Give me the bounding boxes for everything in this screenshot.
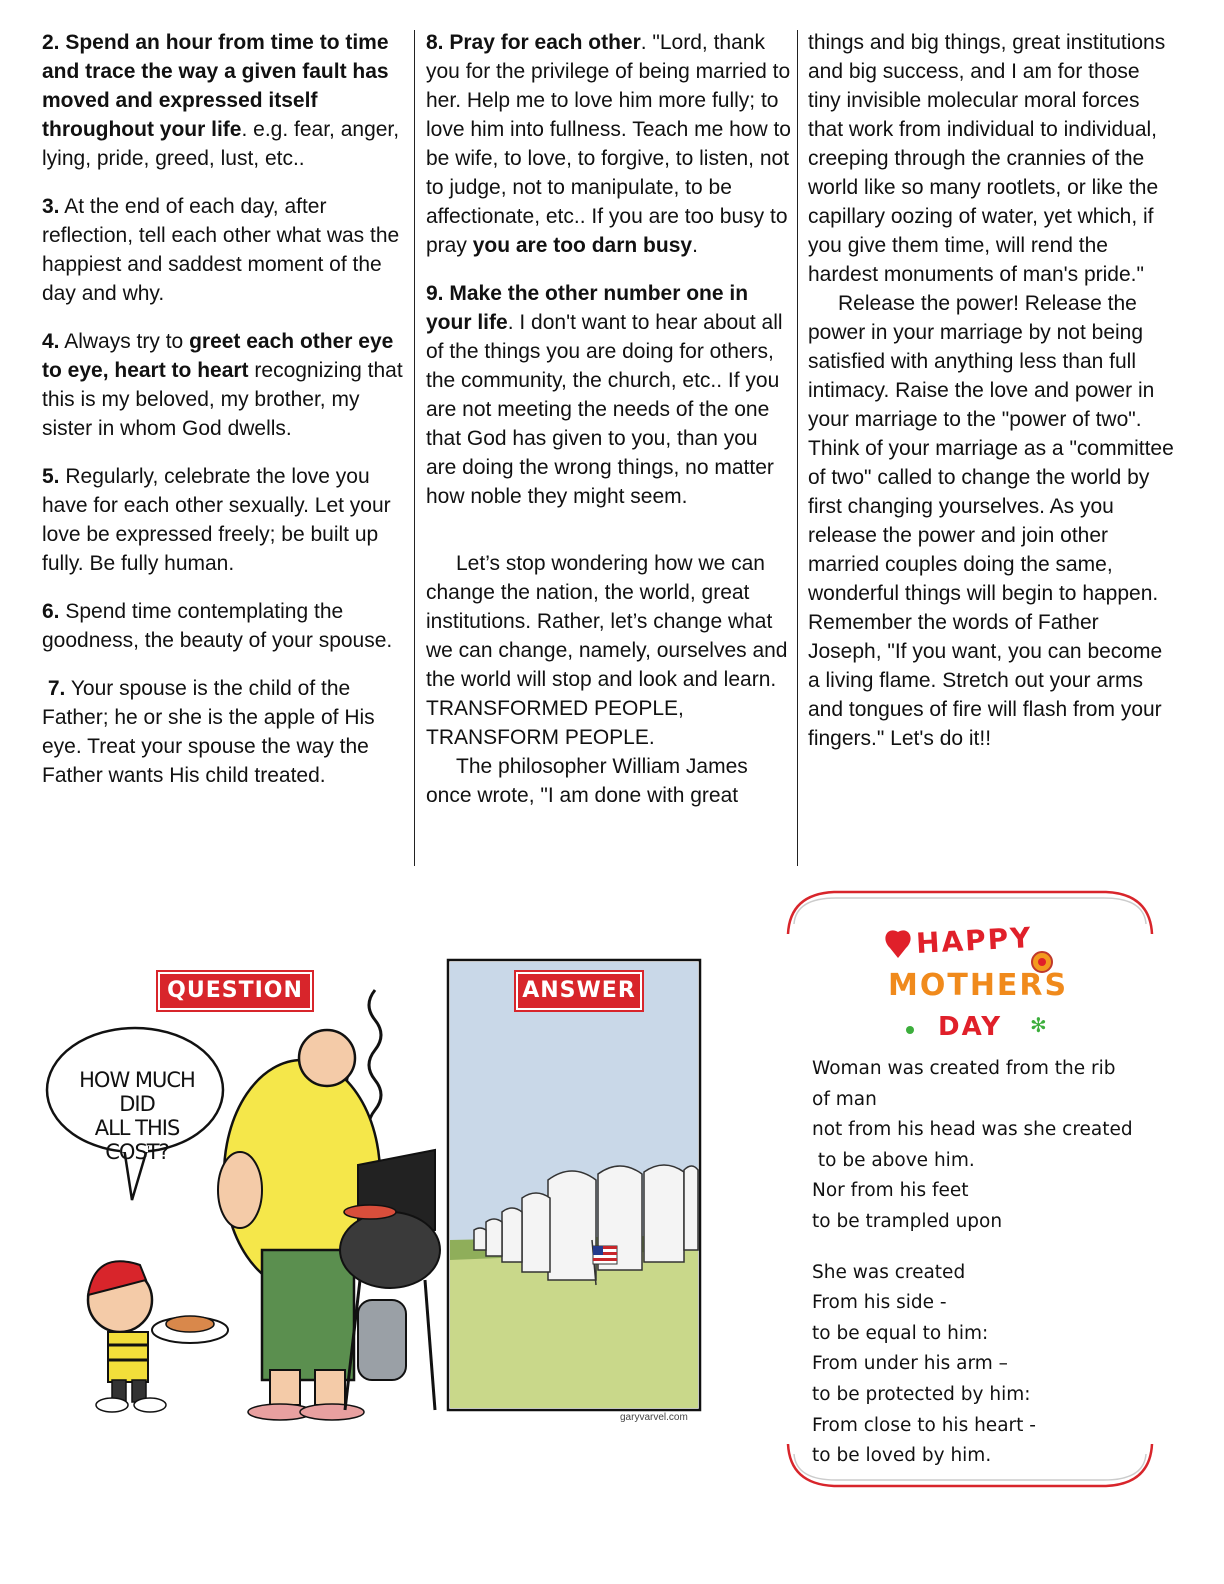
dad-head bbox=[299, 1030, 355, 1086]
release-paragraph: Release the power! Release the power in your marriage by not being satisfied with anything less than full intimacy. Raise the love and power in your marriage to the "power of two". Think of your marriage as a "committee of two" called to change the world by first changing yourselves. As you release the power and join other married couples doing the same, wonderful things will begin to happen. Remember the words of Father Joseph, "If you want, you can become a living flame. Stretch out your arms and tongues of fire will flash from your fingers." Let's do it!! bbox=[808, 292, 1174, 750]
grill-leg bbox=[425, 1280, 435, 1410]
bubble-line-2: ALL THIS COST? bbox=[94, 1116, 180, 1164]
poem-line: Woman was created from the rib bbox=[812, 1058, 1116, 1079]
poem-line: From his side - bbox=[812, 1292, 947, 1314]
tip-4-text: recognizing that this is my beloved, my brother, my sister in whom God dwells. bbox=[42, 359, 403, 440]
tip-4-text-pre: Always try to bbox=[59, 330, 190, 353]
poem-line: of man bbox=[812, 1088, 877, 1110]
tip-8-heading: 8. Pray for each other bbox=[426, 31, 641, 54]
poem-stanza-1 bbox=[812, 1054, 1152, 1238]
tip-8-text: . "Lord, thank you for the privilege of being married to her. Help me to love him more fully; to love him into fullness. Teach me how to be wife, to love, to forgive, to listen, not to judge, not to manipulate, to be affectionate, etc.. If you are too busy to pray bbox=[426, 31, 791, 257]
tip-2 bbox=[42, 28, 408, 173]
column-divider-1 bbox=[414, 30, 415, 866]
column-1 bbox=[42, 28, 408, 809]
tip-3-number: 3. bbox=[42, 195, 60, 218]
grill-bowl bbox=[340, 1212, 440, 1288]
james-paragraph-start: The philosopher William James once wrote, "I am done with great bbox=[426, 755, 748, 807]
title-mothers: MOTHERS bbox=[888, 968, 1069, 1003]
poem-line: to be loved by him. bbox=[812, 1445, 992, 1467]
change-paragraph: Let’s stop wondering how we can change the nation, the world, great institutions. Rather, let’s change what we can change, namely, ourselves and the world will stop and look and learn. TRANSFORMED PEOPLE, TRANSFORM PEOPLE. bbox=[426, 552, 788, 749]
poem-line: Nor from his feet bbox=[812, 1180, 969, 1202]
james-paragraph-continued: things and big things, great institutions and big success, and I am for those tiny invisible molecular moral forces that work from individual to individual, creeping through the crannies of the world like so many rootlets, or like the capillary oozing of water, yet which, if you give them time, will rend the hardest monuments of man's pride." bbox=[808, 31, 1166, 286]
clover-icon: ✻ bbox=[1030, 1013, 1047, 1037]
kid-shoe bbox=[134, 1398, 166, 1412]
answer-label: ANSWER bbox=[516, 972, 642, 1010]
poem-line: She was created bbox=[812, 1261, 966, 1283]
heart-icon bbox=[885, 930, 910, 958]
poem-line: not from his head was she created bbox=[812, 1119, 1133, 1141]
tip-7-number: 7. bbox=[47, 677, 66, 700]
tip-6 bbox=[42, 597, 408, 655]
title-day: DAY bbox=[938, 1012, 1003, 1042]
dad-shorts bbox=[262, 1250, 354, 1380]
kid-shoe bbox=[96, 1398, 128, 1412]
poem-line: to be protected by him: bbox=[812, 1383, 1031, 1405]
tip-3 bbox=[42, 192, 408, 308]
tip-4 bbox=[42, 327, 408, 443]
tip-8-end: . bbox=[692, 234, 698, 257]
dad-sandal-right bbox=[300, 1404, 364, 1420]
tip-6-number: 6. bbox=[42, 600, 60, 623]
mothers-day-poem bbox=[812, 1054, 1152, 1472]
kid-shirt bbox=[108, 1332, 148, 1382]
poem-line: to be equal to him: bbox=[812, 1322, 989, 1344]
mothers-day-title bbox=[880, 920, 1069, 1050]
cartoon-credit: garyvarvel.com bbox=[620, 1412, 688, 1423]
column-2 bbox=[426, 28, 792, 810]
dad-leg-right bbox=[315, 1370, 345, 1405]
tip-9 bbox=[426, 279, 792, 511]
kid-hotdog bbox=[166, 1316, 214, 1332]
tip-9-heading: 9. Make the other number one in your life bbox=[426, 282, 749, 334]
tip-4-bold: greet each other eye to eye, heart to heart bbox=[42, 330, 394, 382]
tip-7 bbox=[42, 674, 408, 790]
tip-8 bbox=[426, 28, 792, 260]
tip-2-heading: 2. Spend an hour from time to time and trace the way a given fault has moved and expressed itself throughout your life bbox=[42, 31, 389, 141]
tip-2-text: . e.g. fear, anger, lying, pride, greed, lust, etc.. bbox=[42, 118, 400, 170]
tip-9-text: . I don't want to hear about all of the things you are doing for others, the community, the church, etc.. If you are not meeting the needs of the one that God has given to you, than you are doing the wrong things, no matter how noble they might seem. bbox=[426, 311, 783, 508]
poem-stanza-2 bbox=[812, 1258, 1152, 1472]
poem-line: to be trampled upon bbox=[812, 1210, 1003, 1232]
dad-arm bbox=[218, 1152, 262, 1228]
cartoon-drawing bbox=[40, 950, 720, 1440]
poem-line: to be above him. bbox=[812, 1149, 975, 1171]
stanza-gap bbox=[812, 1238, 1152, 1258]
column-3 bbox=[808, 28, 1176, 753]
column-divider-2 bbox=[797, 30, 798, 866]
political-cartoon bbox=[40, 950, 720, 1440]
tip-8-bold-end: you are too darn busy bbox=[472, 234, 693, 257]
tip-5-text: Regularly, celebrate the love you have for each other sexually. Let your love be expressed freely; be built up fully. Be fully human. bbox=[42, 465, 391, 575]
flower-center-icon bbox=[1038, 958, 1046, 966]
tip-7-text: Your spouse is the child of the Father; he or she is the apple of His eye. Treat your spouse the way the Father wants His child treated. bbox=[42, 677, 375, 787]
title-happy: HAPPY bbox=[915, 920, 1034, 961]
propane-tank bbox=[358, 1300, 406, 1380]
tip-3-text: At the end of each day, after reflection, tell each other what was the happiest and saddest moment of the day and why. bbox=[42, 195, 400, 305]
dot-icon bbox=[906, 1026, 914, 1034]
tip-5 bbox=[42, 462, 408, 578]
dad-leg-left bbox=[270, 1370, 300, 1405]
poem-line: From under his arm – bbox=[812, 1353, 1008, 1375]
tip-4-number: 4. bbox=[42, 330, 60, 353]
tip-5-number: 5. bbox=[42, 465, 60, 488]
poem-line: From close to his heart - bbox=[812, 1414, 1036, 1436]
tip-6-text: Spend time contemplating the goodness, the beauty of your spouse. bbox=[42, 600, 393, 652]
bubble-line-1: HOW MUCH DID bbox=[79, 1068, 195, 1116]
question-label: QUESTION bbox=[158, 972, 312, 1010]
hot-dog bbox=[344, 1205, 396, 1219]
speech-bubble-text bbox=[62, 1068, 212, 1164]
